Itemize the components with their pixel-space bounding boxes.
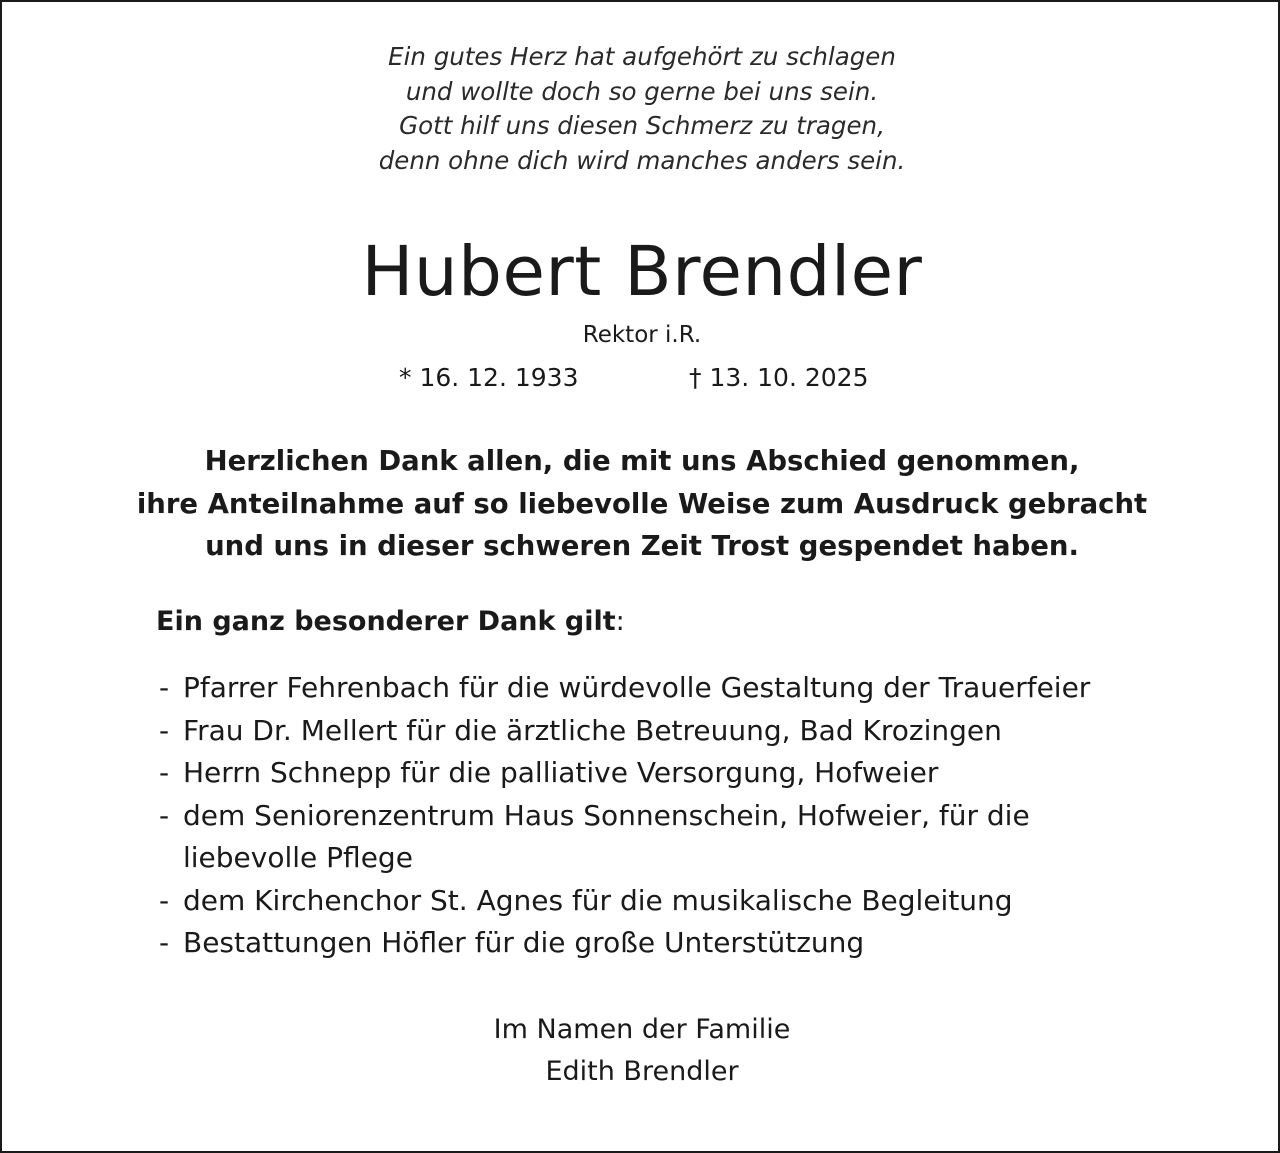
deceased-name: Hubert Brendler bbox=[361, 232, 923, 312]
list-item-text: Frau Dr. Mellert für die ärztliche Betreuung, Bad Krozingen bbox=[183, 713, 1002, 747]
list-bullet: - bbox=[159, 883, 170, 917]
thanks-line: Herzlichen Dank allen, die mit uns Abschied genommen, bbox=[204, 445, 1080, 477]
list-item bbox=[159, 667, 1090, 710]
special-thanks-heading bbox=[156, 602, 625, 642]
poem-line: Ein gutes Herz hat aufgehört zu schlagen bbox=[388, 42, 896, 71]
list-item-text: Pfarrer Fehrenbach für die würdevolle Gestaltung der Trauerfeier bbox=[183, 671, 1091, 704]
list-item-text: Herrn Schnepp für die palliative Versorgung, Hofweier bbox=[183, 756, 939, 789]
deceased-title: Rektor i.R. bbox=[582, 322, 702, 348]
poem bbox=[2, 40, 1280, 178]
poem-line: und wollte doch so gerne bei uns sein. bbox=[405, 76, 879, 106]
special-thanks-colon: : bbox=[615, 606, 625, 637]
list-bullet: - bbox=[159, 713, 170, 747]
list-item bbox=[159, 922, 1090, 965]
list-bullet: - bbox=[159, 671, 170, 704]
thanks-line: ihre Anteilnahme auf so liebevolle Weise zum Ausdruck gebracht bbox=[136, 487, 1148, 520]
thanks-line: und uns in dieser schweren Zeit Trost gespendet haben. bbox=[205, 530, 1079, 562]
special-thanks-list bbox=[159, 667, 1090, 965]
list-item-text: Bestattungen Höfler für die große Unterstützung bbox=[183, 926, 865, 959]
list-item bbox=[159, 710, 1090, 753]
poem-line: Gott hilf uns diesen Schmerz zu tragen, bbox=[399, 111, 885, 140]
list-item-text: dem Kirchenchor St. Agnes für die musikalische Begleitung bbox=[183, 883, 1013, 917]
death-date: † 13. 10. 2025 bbox=[689, 363, 869, 392]
list-item bbox=[159, 752, 1090, 795]
list-bullet: - bbox=[159, 798, 170, 832]
special-thanks-heading-text: Ein ganz besonderer Dank gilt bbox=[156, 606, 616, 637]
list-bullet: - bbox=[159, 926, 170, 959]
thanks-message bbox=[2, 440, 1280, 568]
signature-line-1: Im Namen der Familie bbox=[493, 1014, 791, 1045]
list-item-continuation bbox=[159, 837, 1090, 880]
list-bullet: - bbox=[159, 756, 170, 789]
signature-line-2: Edith Brendler bbox=[545, 1056, 739, 1087]
birth-date: * 16. 12. 1933 bbox=[399, 363, 579, 392]
list-item bbox=[159, 795, 1090, 838]
poem-line: denn ohne dich wird manches anders sein. bbox=[378, 145, 906, 175]
signature bbox=[2, 1009, 1280, 1093]
list-item-text: dem Seniorenzentrum Haus Sonnenschein, Hofweier, für die bbox=[183, 798, 1030, 832]
list-item-text: liebevolle Pflege bbox=[183, 841, 413, 874]
list-item bbox=[159, 880, 1090, 923]
